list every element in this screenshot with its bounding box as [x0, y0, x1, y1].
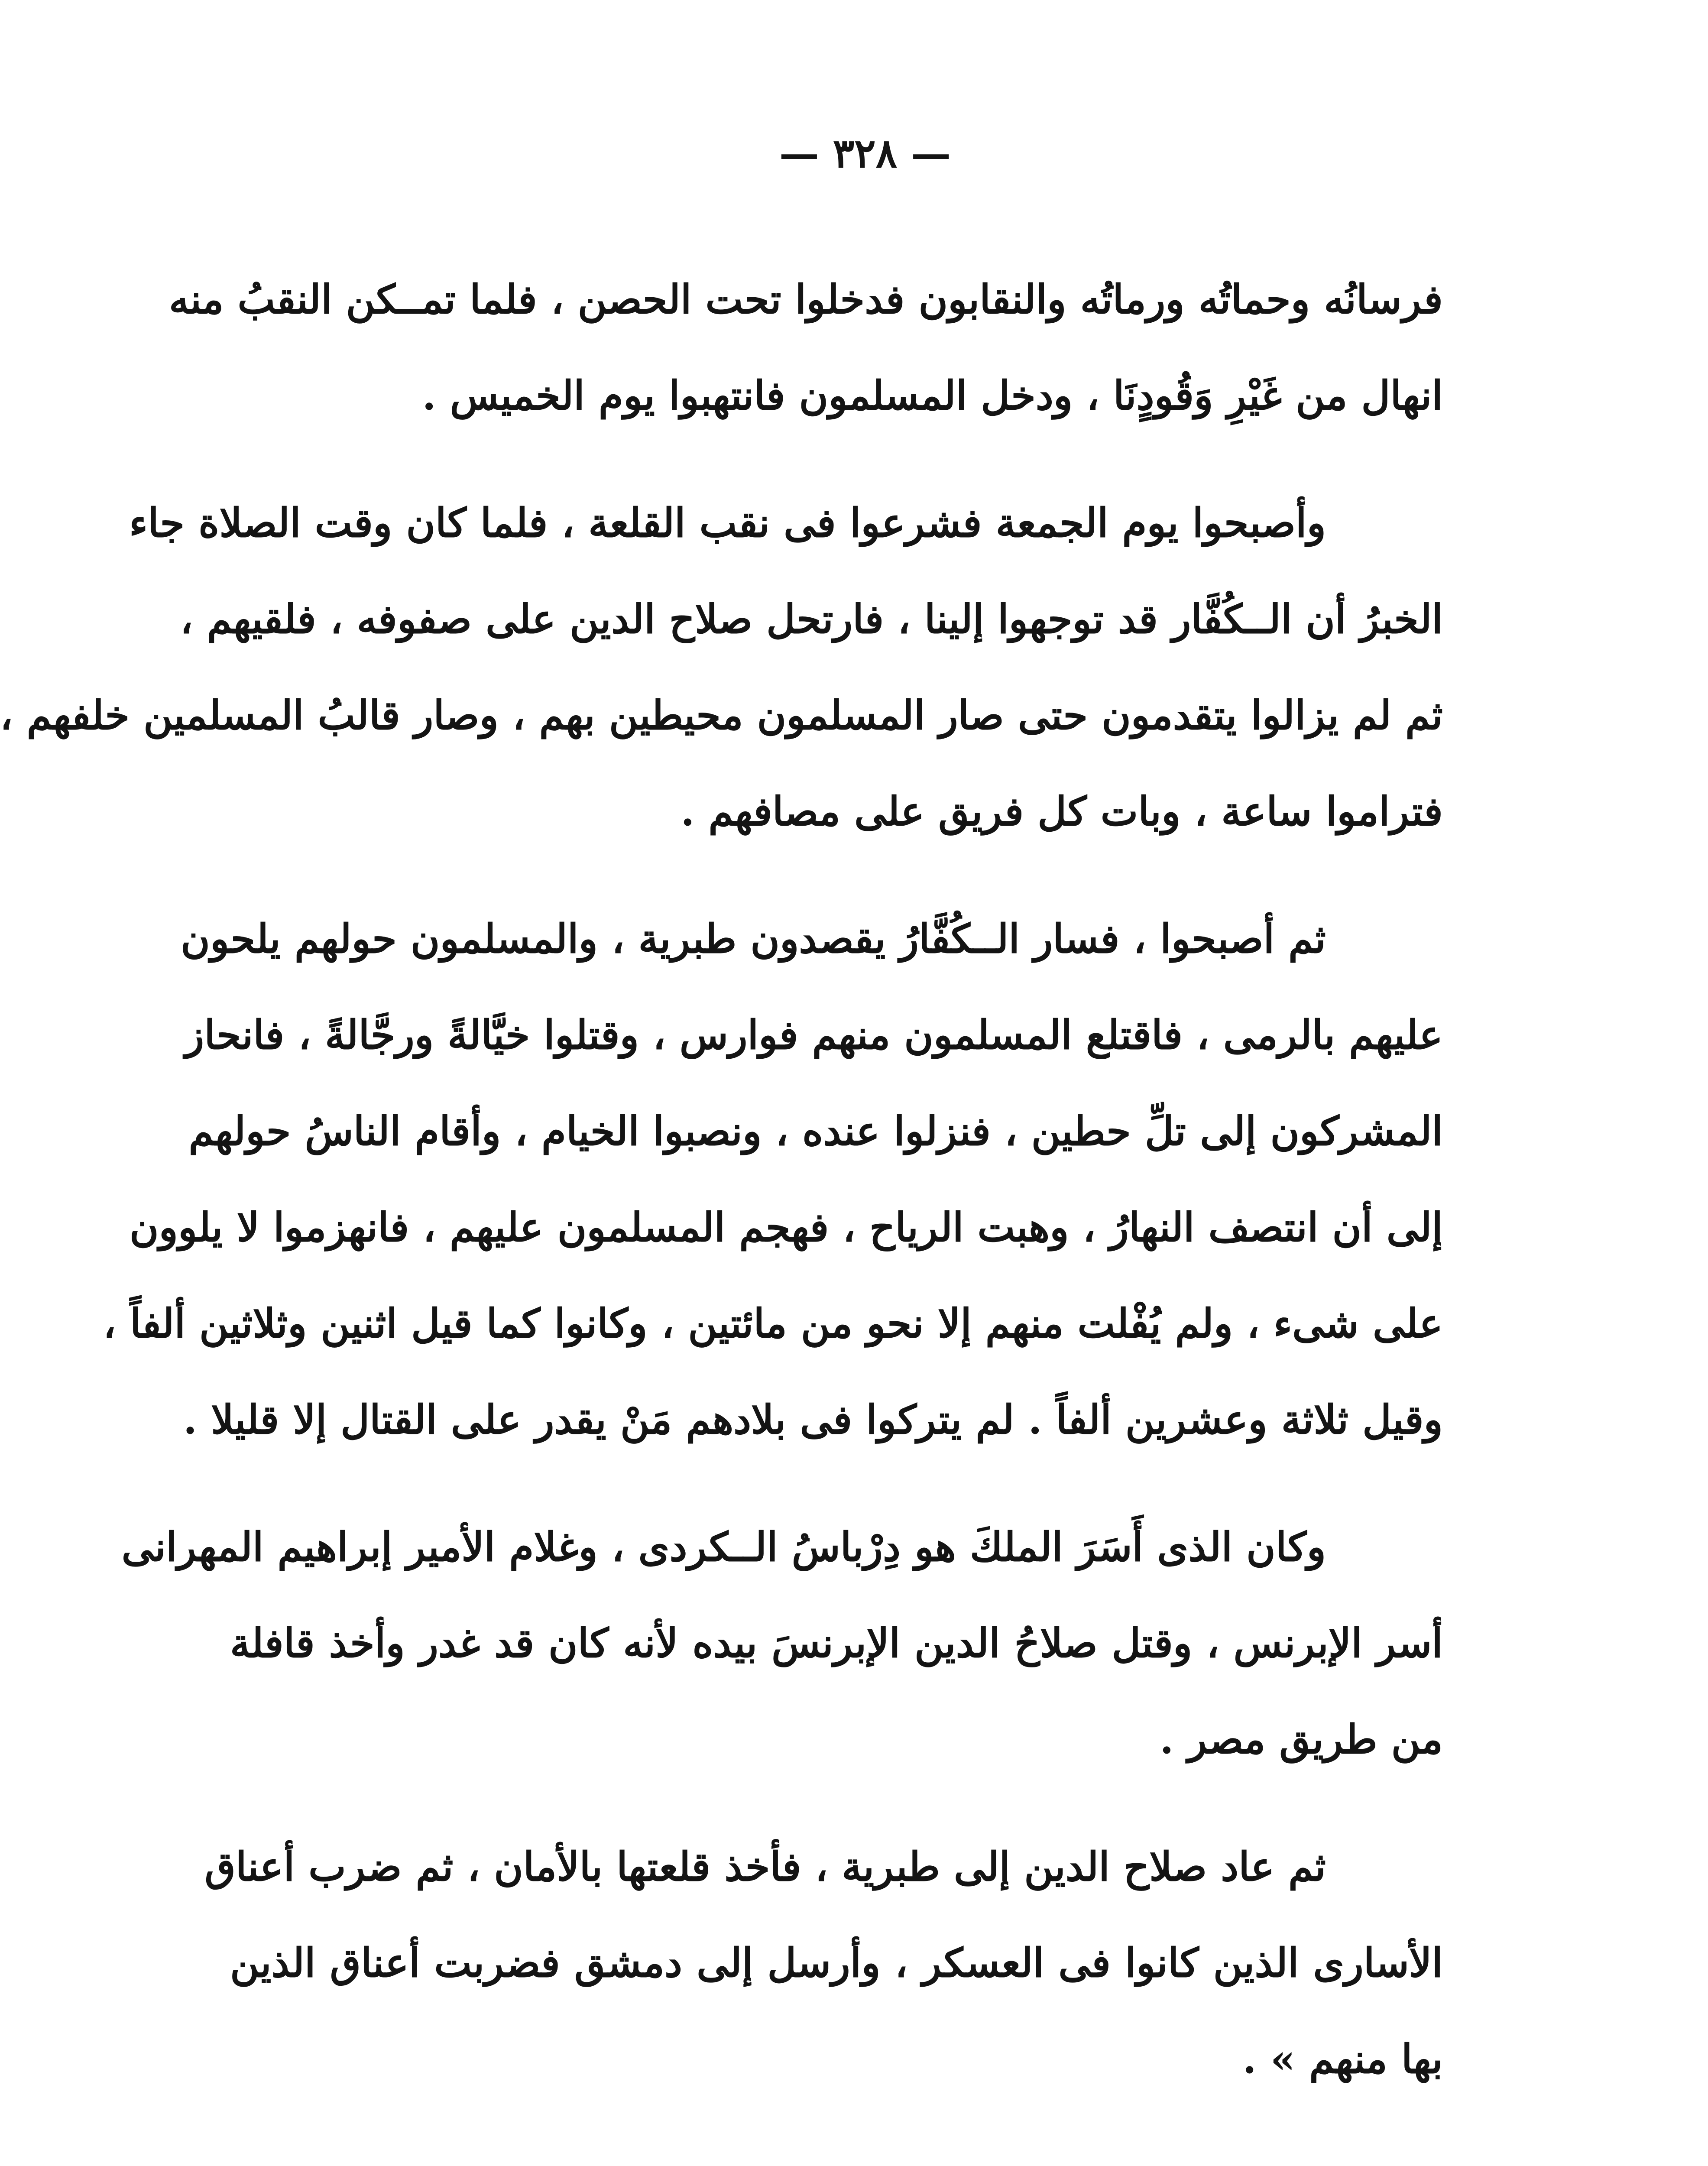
paragraph-2	[0, 475, 1443, 859]
text-line: وكان الذى أَسَرَ الملكَ هو دِرْباسُ الــكردى ، وغلام الأمير إبراهيم المهرانى	[121, 1524, 1326, 1570]
paragraph-5	[204, 1819, 1443, 2107]
text-line: وأصبحوا يوم الجمعة فشرعوا فى نقب القلعة ، فلما كان وقت الصلاة جاء	[129, 499, 1326, 546]
text-line: من طريق مصر .	[1160, 1716, 1443, 1763]
text-line: المشركون إلى تلِّ حطين ، فنزلوا عنده ، ونصبوا الخيام ، وأقام الناسُ حولهم	[188, 1108, 1443, 1154]
body-text	[0, 251, 1443, 2138]
text-line: على شىء ، ولم يُفْلت منهم إلا نحو من مائتين ، وكانوا كما قيل اثنين وثلاثين ألفاً ،	[103, 1300, 1443, 1347]
text-line: الأسارى الذين كانوا فى العسكر ، وأرسل إلى دمشق فضربت أعناق الذين	[230, 1939, 1443, 1986]
paragraph-3	[103, 891, 1443, 1468]
text-line: الخبرُ أن الــكُفَّار قد توجهوا إلينا ، فارتحل صلاح الدين على صفوفه ، فلقيهم ،	[180, 596, 1443, 642]
text-line: ثم عاد صلاح الدين إلى طبرية ، فأخذ قلعتها بالأمان ، ثم ضرب أعناق	[204, 1843, 1326, 1890]
text-line: وقيل ثلاثة وعشرين ألفاً . لم يتركوا فى بلادهم مَنْ يقدر على القتال إلا قليلا .	[183, 1396, 1443, 1443]
text-line: أسر الإبرنس ، وقتل صلاحُ الدين الإبرنسَ بيده لأنه كان قد غدر وأخذ قافلة	[230, 1620, 1443, 1667]
text-line: عليهم بالرمى ، فاقتلع المسلمون منهم فوارس ، وقتلوا خيَّالةً ورجَّالةً ، فانحاز	[185, 1012, 1443, 1058]
text-line: انهال من غَيْرِ وَقُودٍنَا ، ودخل المسلمون فانتهبوا يوم الخميس .	[422, 372, 1443, 419]
text-line: ثم أصبحوا ، فسار الــكُفَّارُ يقصدون طبرية ، والمسلمون حولهم يلحون	[181, 915, 1326, 962]
text-line: بها منهم » .	[1242, 2036, 1443, 2082]
paragraph-4	[121, 1499, 1443, 1787]
text-line: فرسانُه وحماتُه ورماتُه والنقابون فدخلوا تحت الحصن ، فلما تمــكن النقبُ منه	[169, 276, 1443, 323]
paragraph-1	[169, 251, 1443, 444]
text-line: فتراموا ساعة ، وبات كل فريق على مصافهم .	[681, 788, 1443, 835]
text-line: ثم لم يزالوا يتقدمون حتى صار المسلمون محيطين بهم ، وصار قالبُ المسلمين خلفهم ،	[0, 692, 1443, 739]
page-number: — ٣٢٨ —	[779, 130, 951, 177]
text-line: إلى أن انتصف النهارُ ، وهبت الرياح ، فهجم المسلمون عليهم ، فانهزموا لا يلوون	[129, 1204, 1443, 1251]
